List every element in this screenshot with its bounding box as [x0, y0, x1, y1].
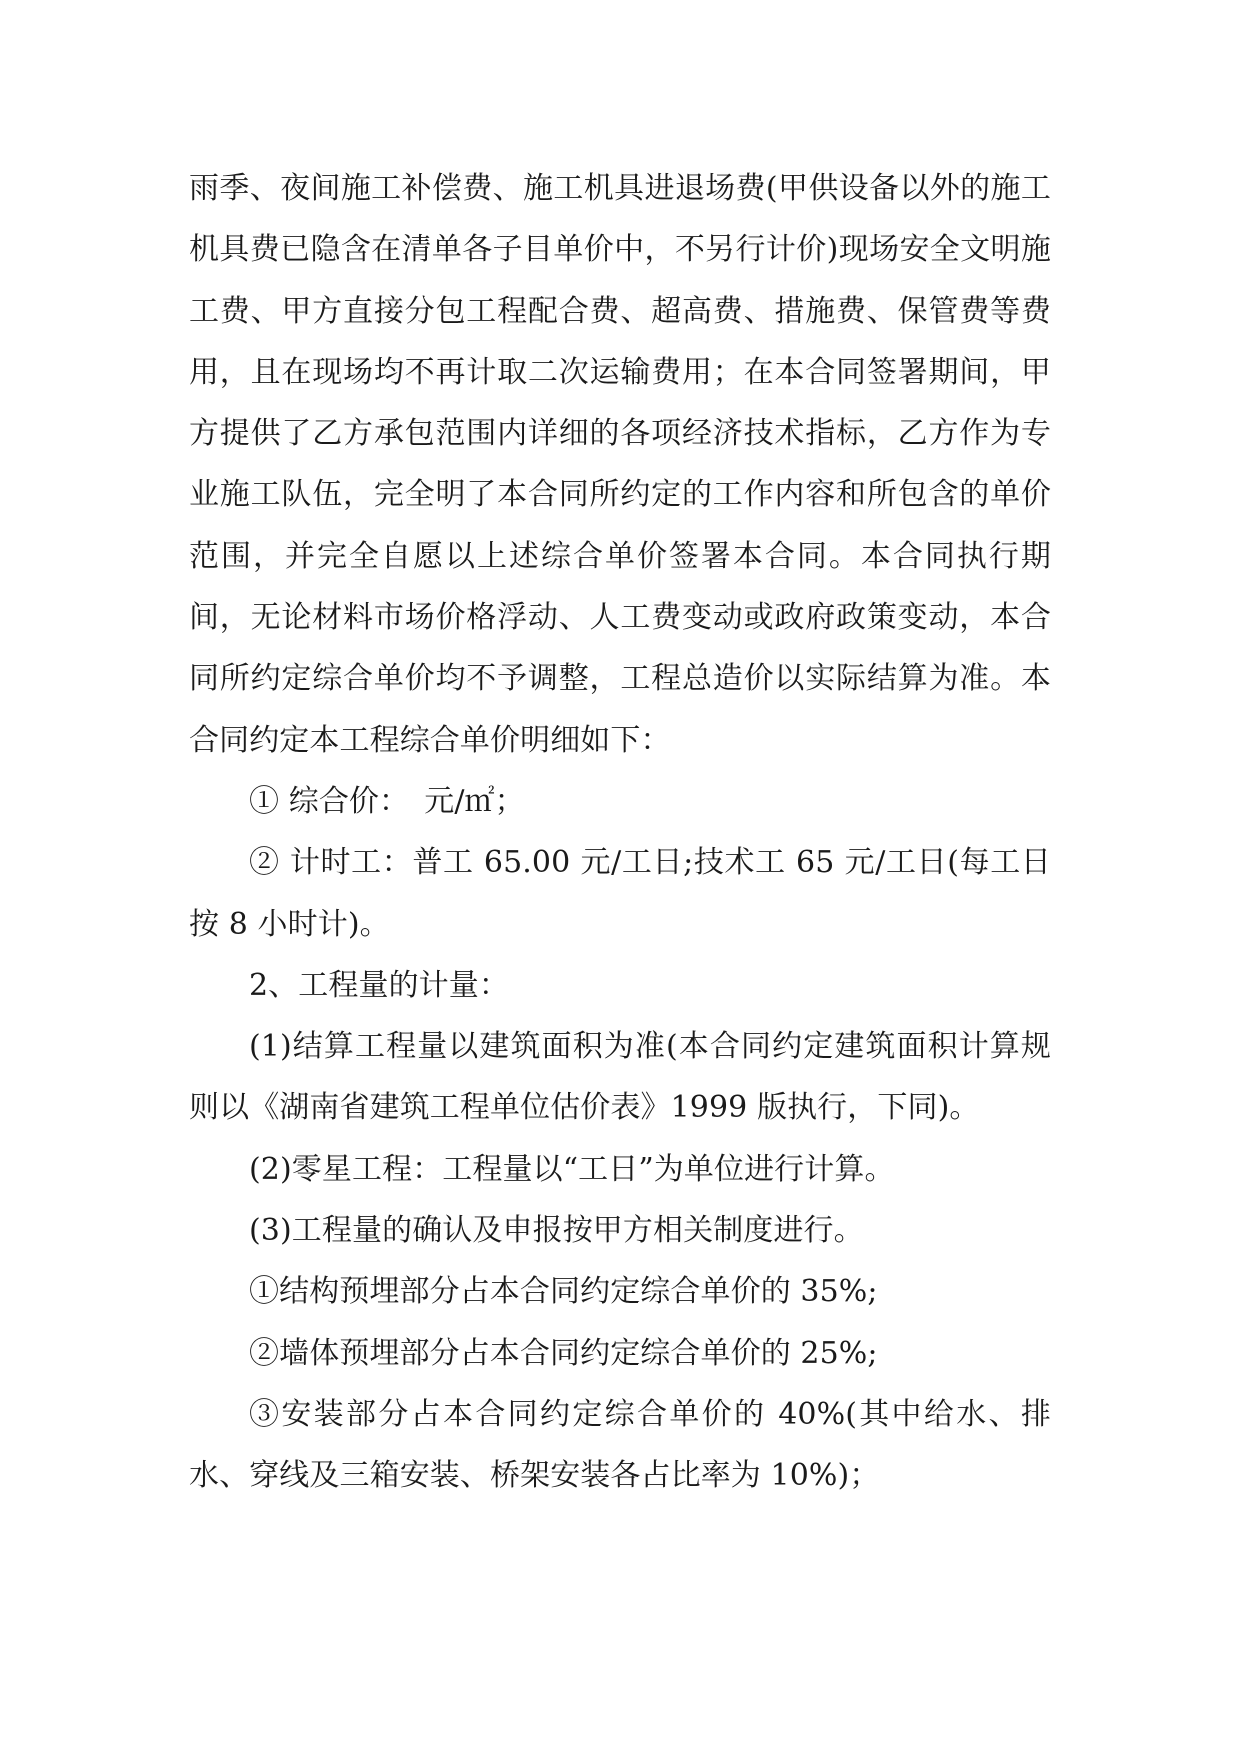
- paragraph-fee-scope: 雨季、夜间施工补偿费、施工机具进退场费(甲供设备以外的施工机具费已隐含在清单各子目单价中，不另行计价)现场安全文明施工费、甲方直接分包工程配合费、超高费、措施费、保管费等费用，且在现场均不再计取二次运输费用；在本合同签署期间，甲方提供了乙方承包范围内详细的各项经济技术指标，乙方作为专业施工队伍，完全明了本合同所约定的工作内容和所包含的单价范围，并完全自愿以上述综合单价签署本合同。本合同执行期间，无论材料市场价格浮动、人工费变动或政府政策变动，本合同所约定综合单价均不予调整，工程总造价以实际结算为准。本合同约定本工程综合单价明细如下：: [189, 171, 1051, 758]
- paragraph-installation-share: ③安装部分占本合同约定综合单价的 40%(其中给水、排水、穿线及三箱安装、桥架安装各占比率为 10%)；: [189, 1396, 1051, 1494]
- paragraph-hourly-labor: ② 计时工：普工 65.00 元/工日;技术工 65 元/工日(每工日按 8 小时计)。: [189, 845, 1051, 942]
- paragraph-structure-embedded-share: ①结构预埋部分占本合同约定综合单价的 35%;: [249, 1274, 878, 1310]
- section-heading-quantity-measurement: 2、工程量的计量：: [249, 967, 509, 1003]
- paragraph-sporadic-work: (2)零星工程：工程量以“工日”为单位进行计算。: [249, 1151, 895, 1187]
- paragraph-settlement-quantity: (1)结算工程量以建筑面积为准(本合同约定建筑面积计算规则以《湖南省建筑工程单位估价表》1999 版执行，下同)。: [189, 1029, 1051, 1126]
- document-body: [189, 158, 1051, 1507]
- paragraph-composite-price: ① 综合价： 元/㎡；: [249, 783, 525, 819]
- paragraph-quantity-confirmation: (3)工程量的确认及申报按甲方相关制度进行。: [249, 1213, 864, 1249]
- paragraph-wall-embedded-share: ②墙体预埋部分占本合同约定综合单价的 25%;: [249, 1335, 878, 1371]
